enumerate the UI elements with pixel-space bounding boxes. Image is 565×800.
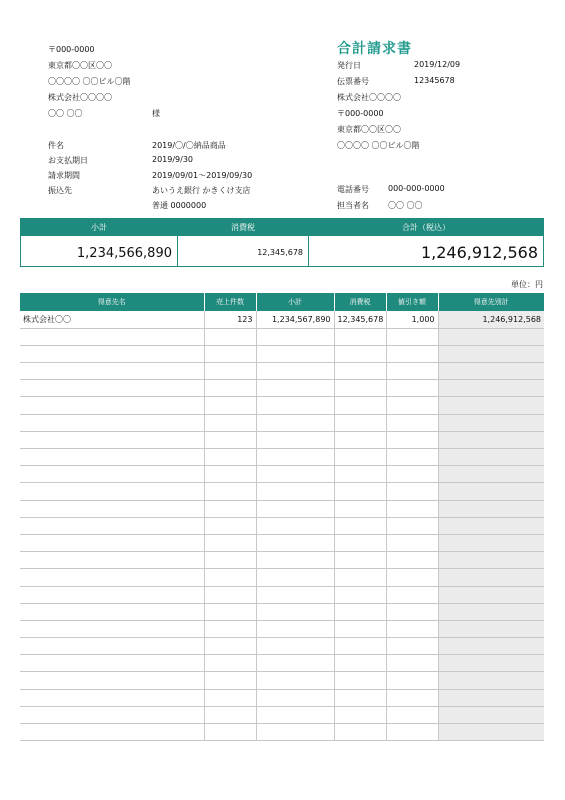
table-row (20, 724, 544, 741)
table-cell (256, 638, 334, 655)
subject-label: 件名 (48, 141, 64, 150)
table-cell (386, 706, 438, 723)
table-row (20, 569, 544, 586)
table-cell (204, 689, 256, 706)
table-row (20, 483, 544, 500)
cell-discount: 1,000 (386, 311, 438, 328)
table-cell (20, 586, 204, 603)
summary-subtotal-box (20, 218, 178, 267)
table-row (20, 397, 544, 414)
table-cell (438, 603, 544, 620)
table-cell (334, 638, 386, 655)
table-cell (334, 483, 386, 500)
table-cell (20, 345, 204, 362)
table-cell (20, 552, 204, 569)
table-cell (20, 517, 204, 534)
table-row (20, 552, 544, 569)
table-cell (20, 620, 204, 637)
table-cell (256, 655, 334, 672)
table-cell (20, 724, 204, 741)
table-row (20, 328, 544, 345)
table-cell (386, 414, 438, 431)
table-row (20, 603, 544, 620)
header-customer-total: 得意先別計 (438, 293, 544, 311)
table-cell (334, 586, 386, 603)
issue-date-label: 発行日 (337, 61, 361, 70)
table-row (20, 363, 544, 380)
table-cell (334, 431, 386, 448)
cell-subtotal: 1,234,567,890 (256, 311, 334, 328)
table-cell (386, 724, 438, 741)
table-cell (386, 397, 438, 414)
table-cell (204, 397, 256, 414)
summary-total-value: 1,246,912,568 (420, 243, 538, 262)
summary-tax-value: 12,345,678 (257, 248, 303, 257)
table-row (20, 706, 544, 723)
table-cell (334, 603, 386, 620)
table-cell (256, 706, 334, 723)
table-row (20, 311, 544, 328)
table-cell (256, 500, 334, 517)
document-title: 合計請求書 (337, 41, 412, 57)
table-cell (438, 672, 544, 689)
table-cell (20, 655, 204, 672)
table-cell (256, 552, 334, 569)
table-cell (20, 466, 204, 483)
table-cell (334, 706, 386, 723)
summary-total-box (308, 218, 544, 267)
table-row (20, 689, 544, 706)
table-cell (20, 534, 204, 551)
slip-no-label: 伝票番号 (337, 77, 369, 86)
table-cell (438, 328, 544, 345)
table-cell (204, 569, 256, 586)
table-cell (386, 500, 438, 517)
table-cell (438, 689, 544, 706)
table-cell (334, 689, 386, 706)
table-row (20, 638, 544, 655)
issuer-postal: 〒000-0000 (337, 109, 384, 118)
table-cell (438, 345, 544, 362)
table-cell (20, 706, 204, 723)
table-cell (386, 363, 438, 380)
table-cell (256, 363, 334, 380)
header-sales-count: 売上件数 (204, 293, 256, 311)
table-cell (334, 380, 386, 397)
table-cell (204, 517, 256, 534)
table-cell (256, 689, 334, 706)
table-row (20, 449, 544, 466)
table-cell (334, 345, 386, 362)
unit-note: 単位：円 (511, 280, 543, 289)
table-cell (334, 620, 386, 637)
table-row (20, 345, 544, 362)
table-cell (438, 380, 544, 397)
table-cell (256, 517, 334, 534)
table-cell (386, 638, 438, 655)
table-cell (334, 655, 386, 672)
table-cell (438, 706, 544, 723)
table-cell (256, 380, 334, 397)
table-cell (386, 431, 438, 448)
table-cell (334, 449, 386, 466)
table-cell (438, 724, 544, 741)
table-cell (20, 569, 204, 586)
table-cell (334, 534, 386, 551)
table-cell (20, 689, 204, 706)
table-cell (204, 672, 256, 689)
table-cell (204, 655, 256, 672)
table-cell (438, 586, 544, 603)
table-row (20, 672, 544, 689)
table-cell (256, 672, 334, 689)
due-date: 2019/9/30 (152, 155, 194, 164)
table-row (20, 466, 544, 483)
table-cell (204, 466, 256, 483)
table-cell (438, 655, 544, 672)
table-cell (204, 414, 256, 431)
table-cell (386, 586, 438, 603)
table-cell (438, 431, 544, 448)
table-cell (20, 483, 204, 500)
table-cell (256, 414, 334, 431)
table-cell (256, 466, 334, 483)
table-cell (20, 328, 204, 345)
issuer-company: 株式会社〇〇〇〇 (337, 93, 401, 102)
table-cell (20, 380, 204, 397)
cell-tax: 12,345,678 (334, 311, 386, 328)
table-cell (256, 569, 334, 586)
header-discount: 値引き額 (386, 293, 438, 311)
table-cell (20, 363, 204, 380)
table-cell (204, 586, 256, 603)
summary-subtotal-label: 小計 (21, 219, 177, 236)
summary-tax-box (177, 218, 309, 267)
table-cell (438, 517, 544, 534)
table-cell (204, 483, 256, 500)
table-cell (256, 345, 334, 362)
table-cell (386, 466, 438, 483)
table-row (20, 380, 544, 397)
table-row (20, 517, 544, 534)
table-cell (256, 397, 334, 414)
table-cell (438, 483, 544, 500)
table-cell (204, 706, 256, 723)
issuer-contact-label: 担当者名 (337, 201, 369, 210)
bank-label: 振込先 (48, 186, 72, 195)
table-cell (386, 620, 438, 637)
recipient-honorific: 様 (152, 109, 160, 118)
recipient-person: 〇〇 〇〇 (48, 109, 83, 118)
table-cell (20, 638, 204, 655)
table-cell (334, 363, 386, 380)
table-cell (438, 552, 544, 569)
table-cell (20, 414, 204, 431)
issuer-address1: 東京都〇〇区〇〇 (337, 125, 401, 134)
detail-table (20, 293, 544, 741)
table-cell (20, 449, 204, 466)
table-cell (204, 380, 256, 397)
table-cell (256, 586, 334, 603)
due-label: お支払期日 (48, 156, 88, 165)
table-cell (438, 397, 544, 414)
table-cell (204, 500, 256, 517)
table-cell (438, 620, 544, 637)
table-cell (256, 534, 334, 551)
billing-period: 2019/09/01～2019/09/30 (152, 171, 253, 180)
table-cell (438, 569, 544, 586)
table-cell (386, 655, 438, 672)
table-cell (438, 534, 544, 551)
table-cell (386, 449, 438, 466)
cell-customer-total: 1,246,912,568 (438, 311, 544, 328)
table-cell (334, 397, 386, 414)
table-cell (438, 414, 544, 431)
table-cell (204, 534, 256, 551)
table-cell (20, 603, 204, 620)
table-cell (204, 552, 256, 569)
table-cell (20, 397, 204, 414)
table-cell (204, 449, 256, 466)
table-cell (386, 483, 438, 500)
table-cell (386, 603, 438, 620)
table-cell (256, 328, 334, 345)
recipient-postal: 〒000-0000 (48, 45, 95, 54)
issuer-address2: 〇〇〇〇 〇〇ビル〇階 (337, 141, 420, 150)
header-subtotal: 小計 (256, 293, 334, 311)
table-cell (386, 569, 438, 586)
table-cell (256, 620, 334, 637)
table-cell (334, 552, 386, 569)
table-row (20, 431, 544, 448)
table-cell (256, 483, 334, 500)
table-header-row (20, 293, 544, 311)
cell-sales-count: 123 (204, 311, 256, 328)
table-row (20, 620, 544, 637)
table-cell (204, 328, 256, 345)
header-tax: 消費税 (334, 293, 386, 311)
slip-no: 12345678 (414, 76, 455, 85)
issuer-contact: 〇〇 〇〇 (388, 201, 423, 210)
table-cell (204, 431, 256, 448)
table-cell (438, 500, 544, 517)
recipient-address1: 東京都〇〇区〇〇 (48, 61, 112, 70)
table-cell (386, 689, 438, 706)
table-cell (334, 466, 386, 483)
cell-customer: 株式会社〇〇 (20, 311, 204, 328)
table-cell (334, 569, 386, 586)
table-cell (438, 363, 544, 380)
table-cell (334, 672, 386, 689)
table-row (20, 414, 544, 431)
table-cell (334, 500, 386, 517)
recipient-company: 株式会社〇〇〇〇 (48, 93, 112, 102)
summary-tax-label: 消費税 (178, 219, 308, 236)
table-row (20, 500, 544, 517)
table-row (20, 655, 544, 672)
table-cell (204, 363, 256, 380)
subject: 2019/〇/〇納品商品 (152, 141, 226, 150)
table-cell (204, 620, 256, 637)
issuer-phone-label: 電話番号 (337, 185, 369, 194)
table-cell (256, 724, 334, 741)
table-cell (204, 345, 256, 362)
table-cell (334, 517, 386, 534)
table-cell (438, 449, 544, 466)
table-cell (256, 449, 334, 466)
table-cell (20, 500, 204, 517)
table-cell (334, 328, 386, 345)
table-row (20, 586, 544, 603)
period-label: 請求期間 (48, 171, 80, 180)
table-cell (334, 724, 386, 741)
table-cell (386, 345, 438, 362)
table-cell (204, 724, 256, 741)
table-cell (386, 328, 438, 345)
bank-account: 普通 0000000 (152, 201, 207, 210)
table-cell (438, 638, 544, 655)
table-cell (204, 603, 256, 620)
table-cell (386, 380, 438, 397)
bank-name: あいうえ銀行 かきくけ支店 (152, 186, 251, 195)
table-cell (204, 638, 256, 655)
table-cell (386, 552, 438, 569)
table-cell (386, 517, 438, 534)
table-cell (386, 672, 438, 689)
header-customer: 得意先名 (20, 293, 204, 311)
table-cell (20, 672, 204, 689)
table-cell (438, 466, 544, 483)
recipient-address2: 〇〇〇〇 〇〇ビル〇階 (48, 77, 131, 86)
table-row (20, 534, 544, 551)
table-cell (256, 603, 334, 620)
table-cell (334, 414, 386, 431)
issuer-phone: 000-000-0000 (388, 184, 445, 193)
issue-date: 2019/12/09 (414, 60, 461, 69)
summary-total-label: 合計（税込） (309, 219, 543, 236)
summary-subtotal-value: 1,234,566,890 (76, 246, 172, 261)
table-cell (20, 431, 204, 448)
table-cell (386, 534, 438, 551)
table-cell (256, 431, 334, 448)
